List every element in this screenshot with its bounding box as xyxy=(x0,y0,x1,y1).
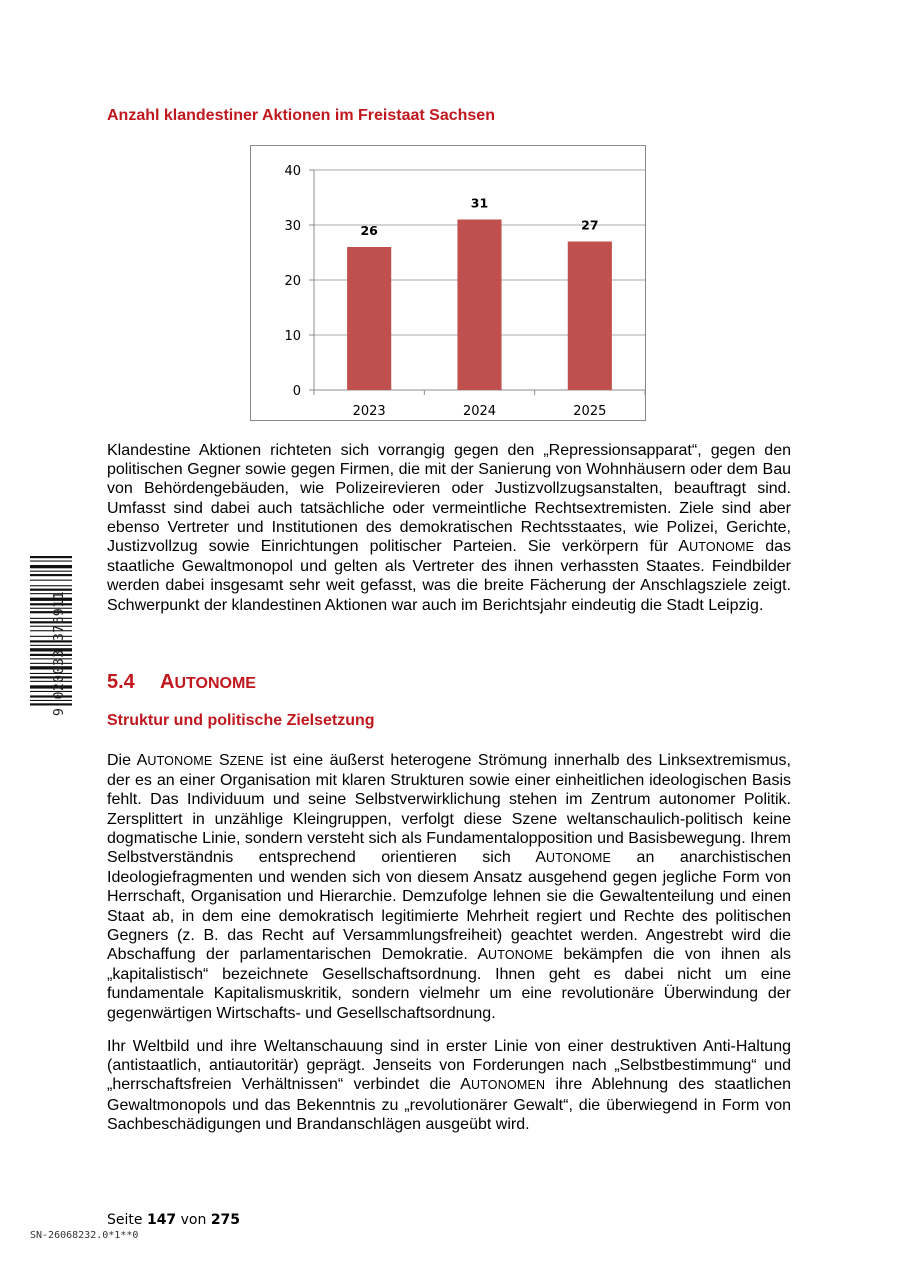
paragraph-text: das staatliche Gewaltmonopol und gelten als Vertreter des ihnen verhassten Staates. Feindbilder werden dabei insgesamt sehr weit gefasst, was die breite Fächerung der Anschlagsziele zeigt. Schwerpunkt der klandestinen Aktionen war auch im Berichtsjahr eindeutig die Stadt Leipzig. xyxy=(107,538,791,614)
chart-title: Anzahl klandestiner Aktionen im Freistaat Sachsen xyxy=(107,107,495,124)
smallcaps-term: SZENE xyxy=(218,752,264,769)
paragraph-autonome-szene: Die AUTONOME SZENE ist eine äußerst heterogene Strömung innerhalb des Linksextremismus, der es an einer Organisation mit klaren Strukturen sowie einer einheitlichen ideologischen Basis fehlt. Das Individuum und seine Selbstverwirklichung stehen im Zentrum autonomer Politik. Zersplittert in unzählige Kleingruppen, verfolgt diese Szene weltanschaulich-politisch keine dogmatische Linie, sondern versteht sich als Fundamentalopposition und Basisbewegung. Ihrem Selbstverständnis entsprechend orientieren sich AUTONOME an anarchistischen Ideologiefragmenten und wenden sich von diesem Ansatz ausgehend gegen jegliche Form von Herrschaft, Organisation und Hierarchie. Demzufolge lehnen sie die Gewaltenteilung und einen Staat ab, in dem eine demokratisch legitimierte Mehrheit regiert und Rechte des politischen Gegners (z. B. das Recht auf Versammlungsfreiheit) geachtet werden. Angestrebt wird die Abschaffung der parlamentarischen Demokratie. AUTONOME bekämpfen die von ihnen als „kapitalistisch“ bezeichnete Gesellschaftsordnung. Ihnen geht es dabei nicht um eine fundamentale Kapitalismuskritik, sondern vielmehr um eine revolutionäre Überwindung der gegenwärtigen Wirtschafts- und Gesellschaftsordnung. xyxy=(107,752,792,1022)
subheading: Struktur und politische Zielsetzung xyxy=(107,712,375,729)
smallcaps-term: AUTONOMEN xyxy=(460,1076,546,1094)
smallcaps-term: AUTONOME xyxy=(535,849,612,867)
total-pages: 275 xyxy=(210,1212,241,1228)
section-title: AUTONOME xyxy=(160,671,256,693)
data-label: 31 xyxy=(470,195,489,211)
y-tick-label: 10 xyxy=(284,329,301,344)
y-tick-label: 30 xyxy=(284,219,301,234)
data-label: 26 xyxy=(360,223,378,238)
smallcaps-term: AUTONOME xyxy=(136,752,213,769)
barcode-number: 9 020033 376911 xyxy=(52,591,67,716)
section-heading xyxy=(107,671,256,694)
section-number: 5.4 xyxy=(107,671,135,693)
bar xyxy=(568,242,612,391)
x-tick-label: 2025 xyxy=(573,404,607,419)
paragraph-weltbild: Ihr Weltbild und ihre Weltanschauung sind in erster Linie von einer destruktiven Anti-Haltung (antistaatlich, antiautoritär) geprägt. Jenseits von Forderungen nach „Selbstbestimmung“ und „herrschaftsfreien Verhältnissen“ verbindet die AUTONOMEN ihre Ablehnung des staatlichen Gewaltmonopols und das Bekenntnis zu „revolutionärer Gewalt“, die überwiegend in Form von Sachbeschädigungen und Brandanschlägen ausgeübt wird. xyxy=(107,1038,791,1133)
smallcaps-term: AUTONOME xyxy=(678,538,755,556)
document-id: SN-26068232.0*1**0 xyxy=(30,1230,139,1241)
y-tick-label: 20 xyxy=(284,274,301,289)
bar-chart xyxy=(250,145,646,421)
x-tick-label: 2024 xyxy=(462,404,497,419)
y-tick-label: 0 xyxy=(292,384,301,399)
paragraph-klandestine-aktionen xyxy=(107,441,791,615)
data-label: 27 xyxy=(581,217,599,233)
page-footer: Seite 147 von 275 xyxy=(107,1212,241,1228)
y-tick-label: 40 xyxy=(284,164,301,179)
smallcaps-term: AUTONOME xyxy=(477,946,554,964)
bar xyxy=(347,247,391,390)
paragraph-text: Klandestine Aktionen richteten sich vorrangig gegen den „Repressionsapparat“, gegen den politischen Gegner sowie gegen Firmen, die mit der Sanierung von Wohnhäusern oder dem Bau von Behördengebäuden, wie Polizeirevieren oder Justizvollzugsanstalten, beauftragt sind. Umfasst sind dabei auch tatsächliche oder vermeintliche Rechtsextremisten. Ziele sind aber ebenso Vertreter und Institutionen des demokratischen Rechtsstaates, wie Polizei, Gerichte, Justizvollzug sowie Einrichtungen politischer Parteien. Sie verkörpern für xyxy=(107,442,791,556)
current-page: 147 xyxy=(146,1212,177,1228)
bar xyxy=(457,220,501,391)
x-tick-label: 2023 xyxy=(352,404,386,419)
